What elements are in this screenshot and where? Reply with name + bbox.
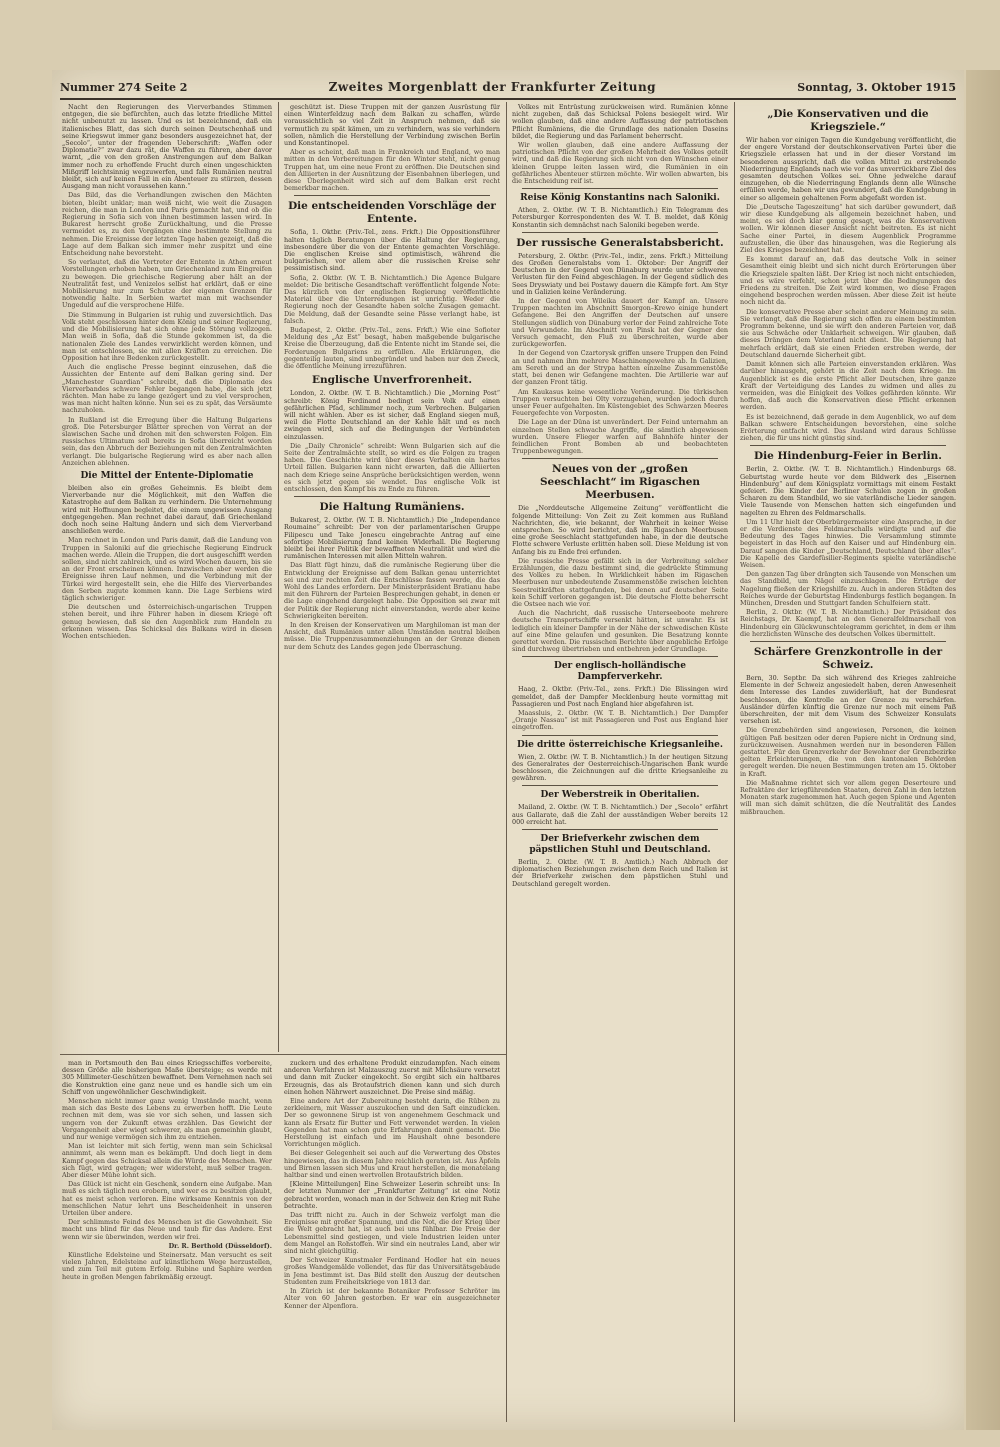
article-text: zuckern und des erhaltene Produkt einzudampfen. Nach einem anderen Verfahren ist Malzauszug zuerst mit Milchsäure versetzt und dann mit Zucker eingekocht. So ergibt sich ein haltbares Erzeugnis, das als Brotaufstrich dienen kann und sich durch einen hohen Nährwert auszeichnet. Die Preise sind mäßig. — [284, 1060, 500, 1096]
article-title: Reise König Konstantins nach Saloniki. — [520, 193, 720, 204]
article-title: Die entscheidenden Vorschläge der Entente. — [288, 200, 496, 226]
article-text: bleiben also ein großes Geheimnis. Es bleibt dem Vierverbande nur die Möglichkeit, mit den Waffen die Katastrophe auf dem Balkan zu verhindern. Die Unternehmung wird mit Hoffnungen begleitet, die einem ungewissen Ausgang entgegengehen. Man rechnet dabei darauf, daß Griechenland doch noch seine Haltung ändern und sich dem Vierverband anschließen werde. — [62, 483, 272, 536]
article-text: Sofia, 1. Oktbr. (Priv.-Tel., zens. Frkft.) Die Oppositionsführer halten täglich Beratungen über die Haltung der Regierung, insbesondere über die von der Entente gemachten Vorschläge. Die englischen Kreise sind optimistisch, während die bulgarischen, vor allem aber die russischen Kreise sehr pessimistisch sind. — [284, 228, 500, 273]
article-text: man in Portsmouth den Bau eines Kriegsschiffes vorbereite, dessen Größe alle bisherigen Maße übersteige; es werde mit 305 Millimeter-Geschützen bewaffnet. Dem Vernehmen nach sei die Konstruktion eine ganz neue und es handle sich um ein Schiff von ungewöhnlicher Geschwindigkeit. — [62, 1060, 272, 1096]
page-edge — [966, 70, 1000, 1430]
column-3: Volkes mit Entrüstung zurückweisen wird. Rumänien könne nicht zugeben, daß das Schicksal Polens besiegelt wird. Wir wollen glauben, daß eine andere Auffassung der patriotischen Pflicht Rumäniens, die die Grundlage des nationalen Daseins bildet, die Regierung und das Parlament beherrscht. Wir wollen glauben, daß eine andere Auffassung der patriotischen Pflicht von der großen Mehrheit des Volkes geteilt wird, und daß die Regierung sich nicht von den Wünschen einer kleinen Gruppe leiten lassen wird, die Rumänien in ein gefährliches Abenteuer stürzen möchte. Wir wollen abwarten, bis die Entscheidung reif ist. Reise König Konstantins nach Saloniki. Athen, 2. Oktbr. (W. T. B. Nichtamtlich.) Ein Telegramm des Petersburger Korrespondenten des W. T. B. meldet, daß König Konstantin sich demnächst nach Saloniki begeben werde. Der russische Generalstabsbericht. Petersburg, 2. Oktbr. (Priv.-Tel., indir., zens. Frkft.) Mitteilung des Großen Generalstabs vom 1. Oktober: Der Angriff der Deutschen in der Gegend von Dünaburg wurde unter schweren Verlusten für den Feind abgeschlagen. In der Gegend südlich des Sees Dryswiaty und bei Postawy dauern die Kämpfe fort. Am Styr und in Galizien keine Veränderung. In der Gegend von Wileika dauert der Kampf an. Unsere Truppen machten im Abschnitt Smorgon–Krewo einige hundert Gefangene. Bei den Angriffen der Deutschen auf unsere Stellungen südlich von Dünaburg verlor der Feind zahlreiche Tote und Verwundete. Im Abschnitt von Pinsk hat der Gegner den Versuch gemacht, den Fluß zu überschreiten, wurde aber zurückgeworfen. In der Gegend von Czartorysk griffen unsere Truppen den Feind an und nahmen ihm mehrere Maschinengewehre ab. In Galizien, am Sereth und an der Strypa hatten einzelne Zusammenstöße statt, bei denen wir Gefangene machten. Die Artillerie war auf der ganzen Front tätig. Am Kaukasus keine wesentliche Veränderung. Die türkischen Truppen versuchten bei Olty vorzugehen, wurden jedoch durch unser Feuer aufgehalten. Im Küstengebiet des Schwarzen Meeres Feuergefechte von Vorposten. Die Lage an der Düna ist unverändert. Der Feind unternahm an einzelnen Stellen schwache Angriffe, die sämtlich abgewiesen wurden. Unsere Flieger warfen auf Bahnhöfe hinter der feindlichen Front Bomben ab und beobachteten Truppenbewegungen. Neues von der „großen Seeschlacht“ im Rigaschen Meerbusen. Die „Norddeutsche Allgemeine Zeitung“ veröffentlicht die folgende Mitteilung: Von Zeit zu Zeit kommen aus Rußland Nachrichten, die, wie bekannt, der Wahrheit in keiner Weise entsprechen. So wird berichtet, daß im Rigaschen Meerbusen eine große Seeschlacht stattgefunden habe, in der die deutsche Flotte schwere Verluste erlitten haben soll. Diese Meldung ist von Anfang bis zu Ende frei erfunden. Die russische Presse gefällt sich in der Verbreitung solcher Erzählungen, die dazu bestimmt sind, die gedrückte Stimmung des Volkes zu heben. In Wirklichkeit haben im Rigaschen Meerbusen nur unbedeutende Zusammenstöße zwischen leichten Seestreitkräften stattgefunden, bei denen auf deutscher Seite kein Schiff verloren gegangen ist. Die deutsche Flotte beherrscht die Ostsee nach wie vor. Auch die Nachricht, daß russische Unterseeboote mehrere deutsche Transportschiffe versenkt hätten, ist unwahr. Es ist lediglich ein kleiner Dampfer in der Nähe der schwedischen Küste auf eine Mine gelaufen und gesunken. Die Besatzung konnte gerettet werden. Die russischen Berichte über angebliche Erfolge sind durchweg übertrieben und entbehren jeder Grundlage. Der englisch-holländische Dampferverkehr. Haag, 2. Oktbr. (Priv.-Tel., zens. Frkft.) Die Blissingen wird gemeldet, daß der Dampfer Mecklenburg heute vormittag mit Passagieren und Post nach England hier abgefahren ist. Maassluis, 2. Oktbr. (W. T. B. Nichtamtlich.) Der Dampfer „Oranje Nassau“ ist mit Passagieren und Post aus England hier eingetroffen. Die dritte österreichische Kriegsanleihe. Wien, 2. Oktbr. (W. T. B. Nichtamtlich.) In der heutigen Sitzung des Generalrates der Oesterreichisch-Ungarischen Bank wurde beschlossen, die Zeichnungen auf die dritte Kriegsanleihe zu gewähren. Der Weberstreik in Oberitalien. Mailand, 2. Oktbr. (W. T. B. Nichtamtlich.) Der „Secolo“ erfährt aus Gallarate, daß die Zahl der ausständigen Weber bereits 12 000 erreicht hat. Der Briefverkehr zwischen dem päpstlichen Stuhl und Deutschland. Berlin, 2. Oktbr. (W. T. B. Amtlich.) Nach Abbruch der diplomatischen Beziehungen zwischen dem Reich und Italien ist der Briefverkehr zwischen dem päpstlichen Stuhl und Deutschland geregelt worden. — [512, 104, 728, 888]
article-title: Englische Unverfrorenheit. — [311, 374, 473, 387]
column-1: Nacht den Regierungen des Vierverbandes Stimmen entgegen, die sie befürchten, auch das letzte friedliche Mittel nicht unbenutzt zu lassen. Und es ist bezeichnend, daß ein italienisches Blatt, das sich durch seinen Deutschenhaß und seine Kriegswut immer ganz besonders ausgezeichnet hat, der „Secolo“, unter der fragenden Ueberschrift: „Waffen oder Diplomatie?“ zwar dazu rät, die Waffen zu führen, aber davor warnt, „die von den großen Anstrengungen auf dem Balkan immer noch zu erhoffende Frucht durch einen ungeschickten Mißgriff leichtsinnig wegzuwerfen, und falls Rumänien neutral bleibt, sich auf keinen Fall in ein Abenteuer zu stürzen, dessen Ausgang man nicht voraussehen kann.“ Das Bild, das die Verhandlungen zwischen den Mächten bieten, bleibt unklar; man weiß nicht, wie weit die Zusagen reichen, die man in London und Paris gemacht hat, und ob die Regierung in Sofia sich von ihnen bestimmen lassen wird. In Bukarest herrscht große Zurückhaltung, und die Presse vermeidet es, zu den Vorgängen eine bestimmte Stellung zu nehmen. Die Ereignisse der letzten Tage haben gezeigt, daß die Lage auf dem Balkan sich immer mehr zuspitzt und eine Entscheidung nahe bevorsteht. So verlautet, daß die Vertreter der Entente in Athen erneut Vorstellungen erhoben haben, um Griechenland zum Eingreifen zu bewegen. Die griechische Regierung aber hält an der Neutralität fest, und Venizelos selbst hat erklärt, daß er eine Mobilisierung nur zum Schutze der eigenen Grenzen für notwendig halte. In Serbien wartet man mit wachsender Ungeduld auf die versprochene Hilfe. Die Stimmung in Bulgarien ist ruhig und zuversichtlich. Das Volk steht geschlossen hinter dem König und seiner Regierung, und die Mobilisierung hat sich ohne jede Störung vollzogen. Man weiß in Sofia, daß die Stunde gekommen ist, da die nationalen Ziele des Landes verwirklicht werden können, und man ist entschlossen, sie mit allen Kräften zu erreichen. Die Opposition hat ihre Bedenken zurückgestellt. Auch die englische Presse beginnt einzusehen, daß die Aussichten der Entente auf dem Balkan gering sind. Der „Manchester Guardian“ schreibt, daß die Diplomatie des Vierverbandes schwere Fehler begangen habe, die sich jetzt rächten. Man habe zu lange gezögert und zu viel versprochen, was man nicht halten könne. Nun sei es zu spät, das Versäumte nachzuholen. In Rußland ist die Erregung über die Haltung Bulgariens groß. Die Petersburger Blätter sprechen von Verrat an der slawischen Sache und drohen mit den schwersten Folgen. Ein russisches Ultimatum soll bereits in Sofia überreicht worden sein, das den Abbruch der Beziehungen mit den Zentralmächten verlangt. Die bulgarische Regierung wird es aber nach allen Anzeichen ablehnen. Die Mittel der Entente-Diplomatie bleiben also ein großes Geheimnis. Es bleibt dem Vierverbande nur die Möglichkeit, mit den Waffen die Katastrophe auf dem Balkan zu verhindern. Die Unternehmung wird mit Hoffnungen begleitet, die einem ungewissen Ausgang entgegengehen. Man rechnet dabei darauf, daß Griechenland doch noch seine Haltung ändern und sich dem Vierverband anschließen werde. Man rechnet in London und Paris damit, daß die Landung von Truppen in Saloniki auf die griechische Regierung Eindruck machen werde. Allein die Truppen, die dort ausgeschifft werden sollen, sind nicht zahlreich, und es wird Wochen dauern, bis sie an der Front erscheinen können. Inzwischen aber werden die Ereignisse ihren Lauf nehmen, und die Verbindung mit der Türkei wird hergestellt sein, ehe die Hilfe des Vierverbandes den Serben zugute kommen kann. Die Lage Serbiens wird täglich schwieriger. Die deutschen und österreichisch-ungarischen Truppen stehen bereit, und ihre Führer haben in diesem Kriege oft genug bewiesen, daß sie den Augenblick zum Handeln zu erkennen wissen. Das Schicksal des Balkans wird in diesen Wochen entschieden. — [62, 104, 272, 641]
divider — [294, 496, 490, 497]
article-text: Volkes mit Entrüstung zurückweisen wird. Rumänien könne nicht zugeben, daß das Schicksal Polens besiegelt wird. Wir wollen glauben, daß eine andere Auffassung der patriotischen Pflicht Rumäniens, die die Grundlage des nationalen Daseins bildet, die Regierung und das Parlament beherrscht. — [512, 104, 728, 140]
article-title: Die Mittel der Entente-Diplomatie — [80, 470, 254, 481]
column-2: geschützt ist. Diese Truppen mit der ganzen Ausrüstung für einen Winterfeldzug nach dem Balkan zu schaffen, würde voraussichtlich so viel Zeit in Anspruch nehmen, daß sie vermutlich zu spät kämen, um zu verhindern, was sie verhindern sollen, nämlich die Herstellung der Verbindung zwischen Berlin und Konstantinopel. Aber es scheint, daß man in Frankreich und England, wo man mitten in den Vorbereitungen für den Winter steht, nicht genug Truppen hat, um eine neue Front zu eröffnen. Die Deutschen sind den Alliierten in der Ausnützung der Eisenbahnen überlegen, und diese Überlegenheit wird sich auf dem Balkan erst recht bemerkbar machen. Die entscheidenden Vorschläge der Entente. Sofia, 1. Oktbr. (Priv.-Tel., zens. Frkft.) Die Oppositionsführer halten täglich Beratungen über die Haltung der Regierung, insbesondere über die von der Entente gemachten Vorschläge. Die englischen Kreise sind optimistisch, während die bulgarischen, vor allem aber die russischen Kreise sehr pessimistisch sind. Sofia, 2. Oktbr. (W. T. B. Nichtamtlich.) Die Agence Bulgare meldet: Die britische Gesandtschaft veröffentlicht folgende Note: Das kürzlich von der englischen Regierung veröffentlichte Material über die Unterredungen ist unrichtig. Weder die Regierung noch der Gesandte haben solche Zusagen gemacht. Die Meldung, daß der Gesandte seine Pässe verlangt habe, ist falsch. Budapest, 2. Oktbr. (Priv.-Tel., zens. Frkft.) Wie eine Sofioter Meldung des „Az Est“ besagt, haben maßgebende bulgarische Kreise die Überzeugung, daß die Entente nicht im Stande sei, die Forderungen Bulgariens zu erfüllen. Alle Erklärungen, die gegenteilig lauten, sind unbegründet und haben nur den Zweck, die öffentliche Meinung irrezuführen. Englische Unverfrorenheit. London, 2. Oktbr. (W. T. B. Nichtamtlich.) Die „Morning Post“ schreibt: König Ferdinand bedingt sein Volk auf einen gefährlichen Pfad, schlimmer noch, zum Verbrechen. Bulgarien will nicht wählen. Aber es ist sicher, daß England siegen muß, weil die Flotte Deutschland an der Kehle hält und es noch zwingen wird, sich auf die Bedingungen der Verbündeten einzulassen. Die „Daily Chronicle“ schreibt: Wenn Bulgarien sich auf die Seite der Zentralmächte stellt, so wird es die Folgen zu tragen haben. Die Geschichte wird über dieses Verhalten ein hartes Urteil fällen. Bulgarien kann nicht erwarten, daß die Alliierten nach dem Kriege seine Ansprüche berücksichtigen werden, wenn es sich jetzt gegen sie wendet. Das englische Volk ist entschlossen, den Kampf bis zu Ende zu führen. Die Haltung Rumäniens. Bukarest, 2. Oktbr. (W. T. B. Nichtamtlich.) Die „Independance Roumaine“ schreibt: Der von der parlamentarischen Gruppe Filipescu und Take Jonescu eingebrachte Antrag auf eine sofortige Mobilisierung fand keinen Widerhall. Die Regierung bleibt bei ihrer Politik der bewaffneten Neutralität und wird die rumänischen Interessen mit allen Mitteln wahren. Das Blatt fügt hinzu, daß die rumänische Regierung über die Entwicklung der Ereignisse auf dem Balkan genau unterrichtet sei und zur rechten Zeit die Entschlüsse fassen werde, die das Wohl des Landes erfordern. Der Ministerpräsident Bratianu habe mit den Führern der Parteien Besprechungen gehabt, in denen er die Lage eingehend dargelegt habe. Die Opposition sei zwar mit der Politik der Regierung nicht einverstanden, werde aber keine Schwierigkeiten bereiten. In den Kreisen der Konservativen um Marghiloman ist man der Ansicht, daß Rumänien unter allen Umständen neutral bleiben müsse. Die Truppenzusammenziehungen an der Grenze dienen nur dem Schutz des Landes gegen jede Überraschung. — [284, 104, 500, 651]
article-title: Der englisch-holländische Dampferverkehr. — [554, 661, 686, 683]
article-title: Schärfere Grenzkontrolle in der Schweiz. — [753, 646, 943, 671]
bottom-column-2: zuckern und des erhaltene Produkt einzudampfen. Nach einem anderen Verfahren ist Malzauszug zuerst mit Milchsäure versetzt und dann mit Zucker eingekocht. So ergibt sich ein haltbares Erzeugnis, das als Brotaufstrich dienen kann und sich durch einen hohen Nährwert auszeichnet. Die Preise sind mäßig. Eine andere Art der Zubereitung besteht darin, die Rüben zu zerkleinern, mit Wasser auszukochen und den Saft einzudicken. Der so gewonnene Sirup ist von angenehmem Geschmack und kann als Ersatz für Butter und Fett verwendet werden. In vielen Gegenden hat man schon gute Erfahrungen damit gemacht. Die Herstellung ist einfach und im Haushalt ohne besondere Vorrichtungen möglich. Bei dieser Gelegenheit sei auch auf die Verwertung des Obstes hingewiesen, das in diesem Jahre reichlich geraten ist. Aus Äpfeln und Birnen lassen sich Mus und Kraut herstellen, die monatelang haltbar sind und einen wertvollen Brotaufstrich bilden. [Kleine Mitteilungen] Eine Schweizer Leserin schreibt uns: In der letzten Nummer der „Frankfurter Zeitung“ ist eine Notiz gebracht worden, wonach man in der Schweiz den Krieg mit Ruhe betrachte. Das trifft nicht zu. Auch in der Schweiz verfolgt man die Ereignisse mit großer Spannung, und die Not, die der Krieg über die Welt gebracht hat, ist auch bei uns fühlbar. Die Preise der Lebensmittel sind gestiegen, und viele Industrien leiden unter dem Mangel an Rohstoffen. Wir sind ein neutrales Land, aber wir sind nicht gleichgültig. Der Schweizer Kunstmaler Ferdinand Hodler hat ein neues großes Wandgemälde vollendet, das für das Universitätsgebäude in Jena bestimmt ist. Das Bild stellt den Auszug der deutschen Studenten zum Freiheitskriege von 1813 dar. In Zürich ist der bekannte Botaniker Professor Schröter im Alter von 60 Jahren gestorben. Er war ein ausgezeichneter Kenner der Alpenflora. — [284, 1060, 500, 1310]
article-title: Der Briefverkehr zwischen dem päpstlichen Stuhl und Deutschland. — [529, 834, 711, 856]
divider — [750, 445, 946, 446]
article-text: [Kleine Mitteilungen] Eine Schweizer Leserin schreibt uns: In der letzten Nummer der „Frankfurter Zeitung“ ist eine Notiz gebracht worden, wonach man in der Schweiz den Krieg mit Ruhe betrachte. — [284, 1180, 500, 1210]
divider — [750, 641, 946, 642]
article-text: London, 2. Oktbr. (W. T. B. Nichtamtlich.) Die „Morning Post“ schreibt: König Ferdinand bedingt sein Volk auf einen gefährlichen Pfad, schlimmer noch, zum Verbrechen. Bulgarien will nicht wählen. Aber es ist sicher, daß England siegen muß, weil die Flotte Deutschland an der Kehle hält und es noch zwingen wird, sich auf die Bedingungen der Verbündeten einzulassen. — [284, 389, 500, 441]
article-text: Wir haben vor einigen Tagen die Kundgebung veröffentlicht, die der engere Vorstand der deutschkonservativen Partei über die Kriegsziele erlassen hat und in der dieser Vorstand im besonderen ausspricht, daß die vollen Mittel zu erstrebende Niederringung Englands nach wie vor das unverrückbare Ziel des gesamten deutschen Volkes sei. Ohne jedwelche darauf einzugehen, ob die Niederringung Englands denn alle Wünsche erfüllen werde, haben wir uns gewundert, daß die Kundgebung in einer so allgemein gehaltenen Form abgefaßt worden ist. — [740, 136, 956, 202]
divider — [522, 458, 718, 459]
author-signature: Dr. R. Berthold (Düsseldorf). — [168, 1241, 272, 1250]
article-title: Neues von der „großen Seeschlacht“ im Rigaschen Meerbusen. — [539, 463, 701, 502]
column-4: „Die Konservativen und die Kriegsziele.“ Wir haben vor einigen Tagen die Kundgebung veröffentlicht, die der engere Vorstand der deutschkonservativen Partei über die Kriegsziele erlassen hat und in der dieser Vorstand im besonderen ausspricht, daß die vollen Mittel zu erstrebende Niederringung Englands nach wie vor das unverrückbare Ziel des gesamten deutschen Volkes sei. Ohne jedwelche darauf einzugehen, ob die Niederringung Englands denn alle Wünsche erfüllen werde, haben wir uns gewundert, daß die Kundgebung in einer so allgemein gehaltenen Form abgefaßt worden ist. Die „Deutsche Tageszeitung“ hat sich darüber gewundert, daß wir diese Kundgebung als allgemein bezeichnet haben, und meint, es sei doch klar genug gesagt, was die Konservativen wollen. Wir können dieser Ansicht nicht beitreten. Es ist nicht Sache einer Partei, in diesem Augenblick Programme aufzustellen, die über das hinausgehen, was die Regierung als Ziel des Krieges bezeichnet hat. Es kommt darauf an, daß das deutsche Volk in seiner Gesamtheit einig bleibt und sich nicht durch Erörterungen über die Kriegsziele spalten läßt. Der Krieg ist noch nicht entschieden, und es wäre verfehlt, schon jetzt über die Bedingungen des Friedens zu streiten. Die Zeit wird kommen, wo diese Fragen eingehend besprochen werden müssen. Aber diese Zeit ist heute noch nicht da. Die konservative Presse aber scheint anderer Meinung zu sein. Sie verlangt, daß die Regierung sich offen zu einem bestimmten Programm bekenne, und sie wirft den anderen Parteien vor, daß sie aus Schwäche oder Unklarheit schweigen. Wir glauben, daß dieses Drängen dem Vaterland nicht dient. Die Regierung hat mehrfach erklärt, daß sie einen Frieden erstreben werde, der Deutschland dauernde Sicherheit gibt. Damit können sich alle Parteien einverstanden erklären. Was darüber hinausgeht, gehört in die Zeit nach dem Kriege. Im Augenblick ist es die erste Pflicht aller Deutschen, ihre ganze Kraft der Verteidigung des Landes zu widmen und alles zu vermeiden, was die Einigkeit des Volkes gefährden könnte. Wir hoffen, daß auch die Konservativen diese Pflicht erkennen werden. Es ist bezeichnend, daß gerade in dem Augenblick, wo auf dem Balkan schwere Entscheidungen bevorstehen, eine solche Erörterung entfacht wird. Das Ausland wird daraus Schlüsse ziehen, die für uns nicht günstig sind. Die Hindenburg-Feier in Berlin. Berlin, 2. Oktbr. (W. T. B. Nichtamtlich.) Hindenburgs 68. Geburtstag wurde heute vor dem Bildwerk des „Eisernen Hindenburg“ auf dem Königsplatz vormittags mit einem Festakt gefeiert. Die Kinder der Berliner Schulen zogen in großen Scharen zu dem Standbild, wo sie vaterländische Lieder sangen. Viele Tausende von Menschen hatten sich eingefunden und nagelten zu Ehren des Feldmarschalls. Um 11 Uhr hielt der Oberbürgermeister eine Ansprache, in der er die Verdienste des Feldmarschalls würdigte und auf die Bedeutung des Tages hinwies. Die Versammlung stimmte begeistert in das Hoch auf den Kaiser und auf Hindenburg ein. Darauf sangen die Kinder „Deutschland, Deutschland über alles“. Die Kapelle des Gardefüsilier-Regiments spielte vaterländische Weisen. Den ganzen Tag über drängten sich Tausende von Menschen um das Standbild, um Nägel einzuschlagen. Die Erträge der Nagelung fließen der Kriegshilfe zu. Auch in anderen Städten des Reiches wurde der Geburtstag Hindenburgs festlich begangen. In München, Dresden und Stuttgart fanden Schulfeiern statt. Berlin, 2. Oktbr. (W. T. B. Nichtamtlich.) Der Präsident des Reichstags, Dr. Kaempf, hat an den Generalfeldmarschall von Hindenburg ein Glückwunschtelegramm gerichtet, in dem er ihm die herzlichsten Wünsche des deutschen Volkes übermittelt. Schärfere Grenzkontrolle in der Schweiz. Bern, 30. Septbr. Da sich während des Krieges zahlreiche Elemente in der Schweiz angesiedelt haben, deren Anwesenheit dem Interesse des Landes zuwiderläuft, hat der Bundesrat beschlossen, die Kontrolle an der Grenze zu verschärfen. Ausländer dürfen künftig die Grenze nur noch mit einem Paß überschreiten, der mit dem Visum des Schweizer Konsulats versehen ist. Die Grenzbehörden sind angewiesen, Personen, die keinen gültigen Paß besitzen oder deren Papiere nicht in Ordnung sind, zurückzuweisen. Ausnahmen werden nur in besonderen Fällen gestattet. Für den Grenzverkehr der Bewohner der Grenzbezirke gelten Erleichterungen, die von den kantonalen Behörden geregelt werden. Die neuen Bestimmungen treten am 15. Oktober in Kraft. Die Maßnahme richtet sich vor allem gegen Deserteure und Refraktäre der kriegführenden Staaten, deren Zahl in den letzten Monaten stark zugenommen hat. Auch gegen Spione und Agenten will man sich damit schützen, die die Neutralität des Landes mißbrauchen. — [740, 108, 956, 816]
article-text: Athen, 2. Oktbr. (W. T. B. Nichtamtlich.) Ein Telegramm des Petersburger Korrespondenten des W. T. B. meldet, daß König Konstantin sich demnächst nach Saloniki begeben werde. — [512, 206, 728, 229]
article-title: Der Weberstreik in Oberitalien. — [540, 790, 700, 801]
article-text: Mailand, 2. Oktbr. (W. T. B. Nichtamtlich.) Der „Secolo“ erfährt aus Gallarate, daß die Zahl der ausständigen Weber bereits 12 000 erreicht hat. — [512, 803, 728, 826]
column-rule — [506, 102, 507, 1422]
divider — [294, 195, 490, 196]
article-text: Bern, 30. Septbr. Da sich während des Krieges zahlreiche Elemente in der Schweiz angesiedelt haben, deren Anwesenheit dem Interesse des Landes zuwiderläuft, hat der Bundesrat beschlossen, die Kontrolle an der Grenze zu verschärfen. Ausländer dürfen künftig die Grenze nur noch mit einem Paß überschreiten, der mit dem Visum des Schweizer Konsulats versehen ist. — [740, 674, 956, 726]
article-text: geschützt ist. Diese Truppen mit der ganzen Ausrüstung für einen Winterfeldzug nach dem Balkan zu schaffen, würde voraussichtlich so viel Zeit in Anspruch nehmen, daß sie vermutlich zu spät kämen, um zu verhindern, was sie verhindern sollen, nämlich die Herstellung der Verbindung zwischen Berlin und Konstantinopel. — [284, 104, 500, 148]
masthead: Zweites Morgenblatt der Frankfurter Zeitung — [328, 80, 657, 94]
divider — [522, 829, 718, 830]
issue-number: Nummer 274 Seite 2 — [60, 80, 188, 94]
article-text: Bukarest, 2. Oktbr. (W. T. B. Nichtamtlich.) Die „Independance Roumaine“ schreibt: Der von der parlamentarischen Gruppe Filipescu und Take Jonescu eingebrachte Antrag auf eine sofortige Mobilisierung fand keinen Widerhall. Die Regierung bleibt bei ihrer Politik der bewaffneten Neutralität und wird die rumänischen Interessen mit allen Mitteln wahren. — [284, 516, 500, 561]
column-rule — [734, 102, 735, 1422]
article-title: Die Hindenburg-Feier in Berlin. — [754, 450, 942, 463]
article-title: „Die Konservativen und die Kriegsziele.“ — [767, 108, 929, 133]
divider — [522, 232, 718, 233]
article-text: Die „Norddeutsche Allgemeine Zeitung“ veröffentlicht die folgende Mitteilung: Von Zeit zu Zeit kommen aus Rußland Nachrichten, die, wie bekannt, der Wahrheit in keiner Weise entsprechen. So wird berichtet, daß im Rigaschen Meerbusen eine große Seeschlacht stattgefunden habe, in der die deutsche Flotte schwere Verluste erlitten haben soll. Diese Meldung ist von Anfang bis zu Ende frei erfunden. — [512, 504, 728, 556]
article-title: Die Haltung Rumäniens. — [319, 501, 465, 514]
article-text: Nacht den Regierungen des Vierverbandes Stimmen entgegen, die sie befürchten, auch das letzte friedliche Mittel nicht unbenutzt zu lassen. Und es ist bezeichnend, daß ein italienisches Blatt, das sich durch seinen Deutschenhaß und seine Kriegswut immer ganz besonders ausgezeichnet hat, der „Secolo“, unter der fragenden Ueberschrift: „Waffen oder Diplomatie?“ zwar dazu rät, die Waffen zu führen, aber davor warnt, „die von den großen Anstrengungen auf dem Balkan immer noch zu erhoffende Frucht durch einen ungeschickten Mißgriff leichtsinnig wegzuwerfen, und falls Rumänien neutral bleibt, sich auf keinen Fall in ein Abenteuer zu stürzen, dessen Ausgang man nicht voraussehen kann.“ — [62, 104, 272, 191]
newspaper-page — [52, 70, 964, 1430]
article-text: Haag, 2. Oktbr. (Priv.-Tel., zens. Frkft.) Die Blissingen wird gemeldet, daß der Dampfer Mecklenburg heute vormittag mit Passagieren und Post nach England hier abgefahren ist. — [512, 685, 728, 708]
column-rule — [278, 102, 279, 1052]
article-text: Wien, 2. Oktbr. (W. T. B. Nichtamtlich.) In der heutigen Sitzung des Generalrates der Oesterreichisch-Ungarischen Bank wurde beschlossen, die Zeichnungen auf die dritte Kriegsanleihe zu gewähren. — [512, 752, 728, 783]
page-header — [60, 76, 956, 100]
article-text: Petersburg, 2. Oktbr. (Priv.-Tel., indir., zens. Frkft.) Mitteilung des Großen Generalstabs vom 1. Oktober: Der Angriff der Deutschen in der Gegend von Dünaburg wurde unter schweren Verlusten für den Feind abgeschlagen. In der Gegend südlich des Sees Dryswiaty und bei Postawy dauern die Kämpfe fort. Am Styr und in Galizien keine Veränderung. — [512, 251, 728, 296]
issue-date: Sonntag, 3. Oktober 1915 — [797, 80, 956, 94]
divider — [522, 188, 718, 189]
section-rule — [60, 1054, 506, 1055]
article-text: Berlin, 2. Oktbr. (W. T. B. Amtlich.) Nach Abbruch der diplomatischen Beziehungen zwischen dem Reich und Italien ist der Briefverkehr zwischen dem päpstlichen Stuhl und Deutschland geregelt worden. — [512, 858, 728, 888]
bottom-column-1: man in Portsmouth den Bau eines Kriegsschiffes vorbereite, dessen Größe alle bisherigen Maße übersteige; es werde mit 305 Millimeter-Geschützen bewaffnet. Dem Vernehmen nach sei die Konstruktion eine ganz neue und es handle sich um ein Schiff von ungewöhnlicher Geschwindigkeit. Menschen nicht immer ganz wenig Umstände macht, wenn man sich das Beste des Lebens zu erwerben hofft. Die Leute rechnen mit dem, was sie vor sich sehen, und lassen sich ungern von der Zukunft etwas erzählen. Das Gewicht der Vergangenheit aber wiegt schwerer, als man gemeinhin glaubt, und nur wenige vermögen sich ihm zu entziehen. Man ist leichter mit sich fertig, wenn man sein Schicksal annimmt, als wenn man es bekämpft. Und doch liegt in dem Kampf gegen das Schicksal allein die Würde des Menschen. Wer sich fügt, wird getragen; wer widersteht, muß selber tragen. Aber dieser Mühe lohnt sich. Das Glück ist nicht ein Geschenk, sondern eine Aufgabe. Man muß es sich täglich neu erobern, und wer es zu besitzen glaubt, hat es meist schon verloren. Eine wirksame Kenntnis von der menschlichen Natur lehrt uns Bescheidenheit in unseren Urteilen über andere. Der schlimmste Feind des Menschen ist die Gewohnheit. Sie macht uns blind für das Neue und taub für das Andere. Erst wenn wir sie überwinden, werden wir frei. Dr. R. Berthold (Düsseldorf). Künstliche Edelsteine und Steinersatz. Man versucht es seit vielen Jahren, Edelsteine auf künstlichem Wege herzustellen, und zum Teil mit gutem Erfolg. Rubine und Saphire werden heute in großen Mengen fabrikmäßig erzeugt. — [62, 1060, 272, 1281]
article-title: Die dritte österreichische Kriegsanleihe. — [516, 739, 724, 750]
divider — [522, 656, 718, 657]
divider — [522, 785, 718, 786]
article-text: Berlin, 2. Oktbr. (W. T. B. Nichtamtlich.) Hindenburgs 68. Geburtstag wurde heute vor dem Bildwerk des „Eisernen Hindenburg“ auf dem Königsplatz vormittags mit einem Festakt gefeiert. Die Kinder der Berliner Schulen zogen in großen Scharen zu dem Standbild, wo sie vaterländische Lieder sangen. Viele Tausende von Menschen hatten sich eingefunden und nagelten zu Ehren des Feldmarschalls. — [740, 465, 956, 517]
article-title: Der russische Generalstabsbericht. — [516, 236, 724, 249]
divider — [522, 735, 718, 736]
